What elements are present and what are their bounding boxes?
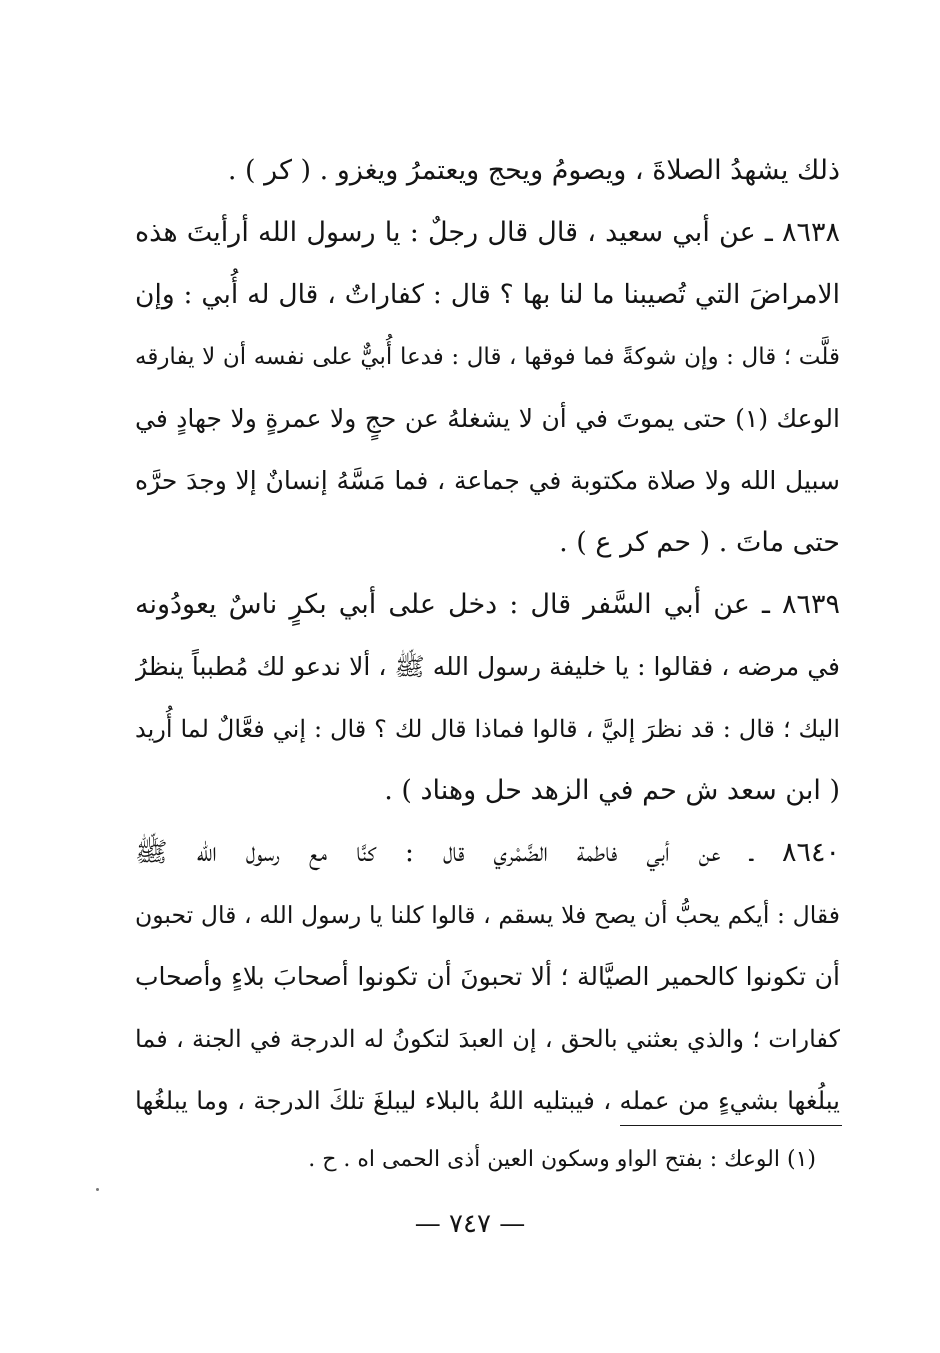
text-line: ( ابن سعد ش حم في الزهد حل وهناد ) . [384, 775, 840, 806]
hadith-8639-line: ٨٦٣٩ ـ عن أبي السَّفر قال : دخل على أبي بكرٍ ناسٌ يعودُونه [135, 589, 840, 620]
hadith-8640-line: ٨٦٤٠ ـ عن أبي فاطمة الضَّمْري قال : كنَّا مع رسول الله ﷺ [135, 837, 840, 868]
text-line: أن تكونوا كالحمير الصيَّالة ؛ ألا تحبونَ أن تكونوا أصحابَ بلاءٍ وأصحاب [135, 962, 840, 991]
footnote: (١) الوعك : بفتح الواو وسكون العين أذى الحمى اه . ح . [308, 1147, 816, 1172]
text-line: الوعك (١) حتى يموتَ في أن لا يشغلهُ عن حجٍ ولا عمرةٍ ولا جهادٍ في [135, 404, 840, 433]
text-line: ذلك يشهدُ الصلاةَ ، ويصومُ ويحج ويعتمرُ ويغزو . ( كر ) . [227, 155, 840, 186]
main-text-block [135, 140, 840, 1132]
text-line: في مرضه ، فقالوا : يا خليفة رسول الله ﷺ ، ألا ندعو لك مُطبباً ينظرُ [135, 652, 840, 681]
footnote-separator [620, 1125, 842, 1126]
text-line: قلَّت ؛ قال : وإن شوكةً فما فوقها ، قال : فدعا أُبيٌّ على نفسه أن لا يفارقه [135, 344, 840, 370]
text-line: حتى ماتَ . ( حم كر ع ) . [559, 527, 840, 558]
text-line: اليك ؛ قال : قد نظرَ إليَّ ، قالوا فماذا قال لك ؟ قال : إني فعَّالٌ لما أُريد [135, 715, 840, 743]
page-number: — ٧٤٧ — [414, 1209, 526, 1239]
text-line: سبيل الله ولا صلاة مكتوبة في جماعة ، فما مَسَّهُ إنسانٌ إلا وجدَ حرَّه [135, 466, 840, 495]
text-line: فقال : أيكم يحبُّ أن يصح فلا يسقم ، قالوا كلنا يا رسول الله ، قال تحبون [135, 901, 840, 929]
text-line: يبلُغها بشيءٍ من عمله ، فيبتليه اللهُ بالبلاء ليبلغَ تلكَ الدرجة ، وما يبلغُها [135, 1086, 840, 1115]
scan-speck [96, 1188, 99, 1191]
text-line: الامراضَ التي تُصيبنا ما لنا بها ؟ قال : كفاراتٌ ، قال له أُبي : وإن [135, 279, 840, 310]
text-line: كفارات ؛ والذي بعثني بالحق ، إن العبدَ لتكونُ له الدرجة في الجنة ، فما [135, 1025, 840, 1053]
hadith-8638-line: ٨٦٣٨ ـ عن أبي سعيد ، قال قال رجلٌ : يا رسول الله أرأيتَ هذه [135, 217, 840, 248]
